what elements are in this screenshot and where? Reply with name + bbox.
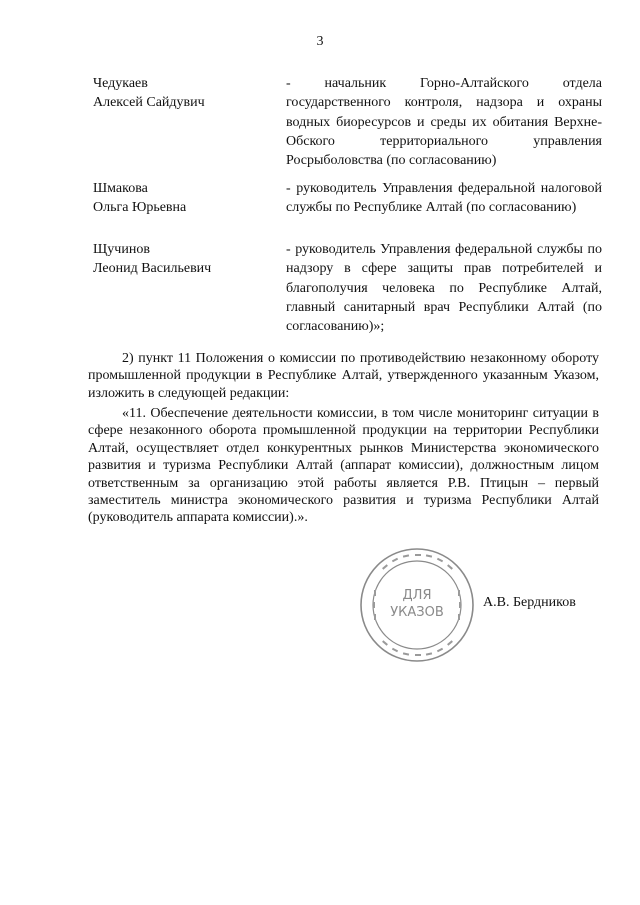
member-name-text: Чедукаев Алексей Сайдувич bbox=[93, 76, 205, 111]
paragraph-item-2: 2) пункт 11 Положения о комиссии по противодействию незаконному обороту промышленной продукции в Республике Алтай, утвержденного указанным Указом, изложить в следующей редакции: bbox=[88, 351, 599, 401]
stamp-seal bbox=[358, 546, 476, 664]
member-name-text: Шмакова Ольга Юрьевна bbox=[93, 181, 187, 216]
stamp-text-line-1: ДЛЯ bbox=[402, 588, 432, 603]
member-name bbox=[93, 179, 273, 218]
signature-name: А.В. Бердников bbox=[483, 595, 576, 610]
member-role: - начальник Горно-Алтайского отдела государственного контроля, надзора и охраны водных биоресурсов и среды их обитания Верхне-Обского территориального управления Росрыболовства (по согласованию) bbox=[286, 76, 602, 169]
page-number: 3 bbox=[316, 34, 324, 49]
paragraph-quoted-item-11: «11. Обеспечение деятельности комиссии, в том числе мониторинг ситуации в сфере незаконного оборота промышленной продукции на территории Республики Алтай, осуществляет отдел конкурентных рынков Министерства экономического развития и туризма Республики Алтай (аппарат комиссии), должностным лицом ответственным за организацию этой работы является Р.В. Птицын – первый заместитель министра экономического развития и туризма Республики Алтай (руководитель аппарата комиссии).». bbox=[88, 406, 599, 526]
member-role: - руководитель Управления федеральной службы по надзору в сфере защиты прав потребителей и благополучия человека по Республике Алтай, главный санитарный врач Республики Алтай (по согласованию)»; bbox=[286, 242, 602, 335]
stamp-text-line-2: УКАЗОВ bbox=[390, 605, 444, 620]
member-name bbox=[93, 240, 273, 279]
member-name bbox=[93, 74, 273, 113]
member-role: - руководитель Управления федеральной налоговой службы по Республике Алтай (по согласованию) bbox=[286, 181, 602, 216]
member-name-text: Щучинов Леонид Васильевич bbox=[93, 242, 212, 277]
